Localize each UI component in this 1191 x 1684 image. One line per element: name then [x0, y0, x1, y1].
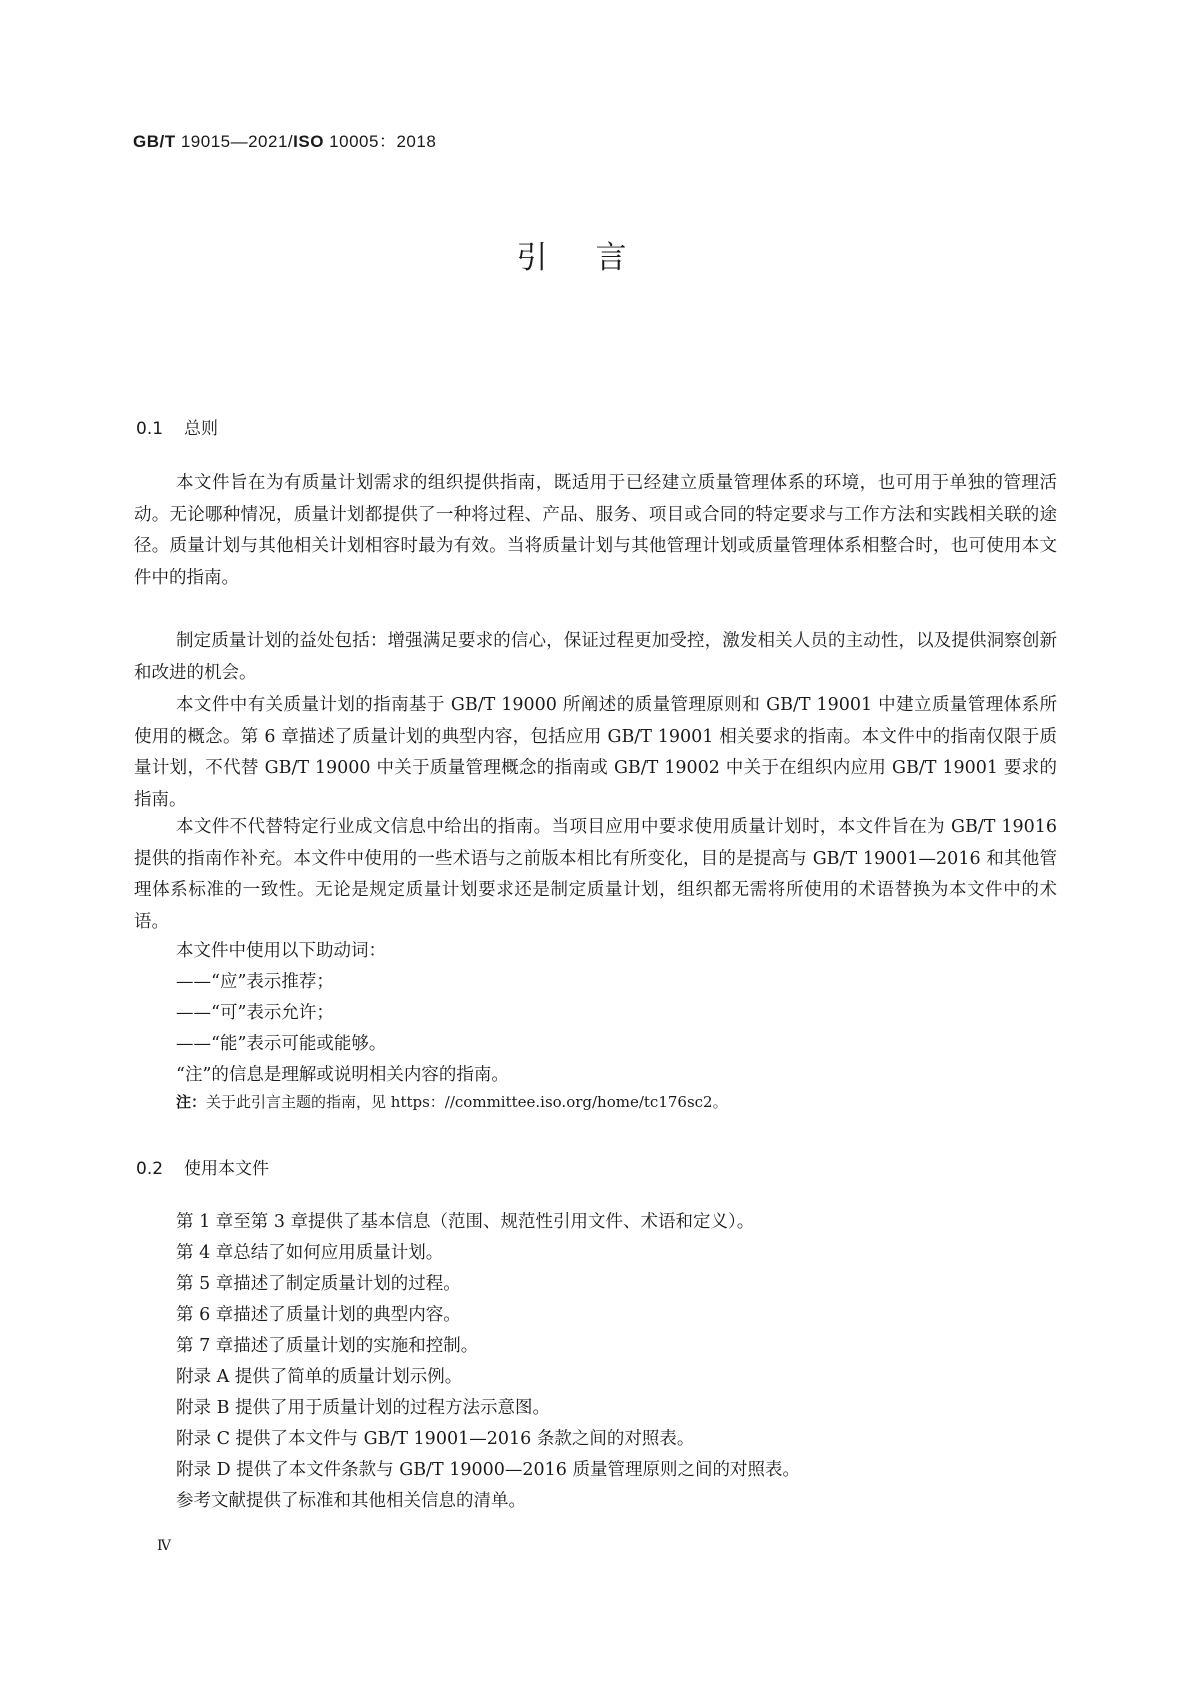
- paragraph-1: 本文件旨在为有质量计划需求的组织提供指南，既适用于已经建立质量管理体系的环境，也可用于单独的管理活动。无论哪种情况，质量计划都提供了一种将过程、产品、服务、项目或合同的特定要求与工作方法和实践相关联的途径。质量计划与其他相关计划相容时最为有效。当将质量计划与其他管理计划或质量管理体系相整合时，也可使用本文件中的指南。: [134, 473, 1057, 588]
- document-header: [133, 127, 436, 152]
- list-item: “注”的信息是理解或说明相关内容的指南。: [176, 1065, 509, 1085]
- iso-code: ISO: [293, 132, 324, 151]
- list-item: 第 1 章至第 3 章提供了基本信息（范围、规范性引用文件、术语和定义）。: [176, 1212, 755, 1232]
- iso-number: 10005：2018: [323, 132, 437, 151]
- section-heading-0-1: [136, 414, 218, 439]
- page-title: 引言: [516, 240, 675, 276]
- list-item: 本文件中使用以下助动词：: [176, 941, 386, 961]
- section-number: 0.1: [136, 419, 164, 439]
- list-item: ——“应”表示推荐；: [176, 972, 334, 992]
- section-title: 总则: [184, 419, 218, 439]
- list-item: ——“可”表示允许；: [176, 1003, 334, 1023]
- standard-number: 19015—2021/: [175, 132, 294, 151]
- note: [176, 1091, 728, 1112]
- section-heading-0-2: [136, 1154, 269, 1179]
- paragraph-3: 本文件中有关质量计划的指南基于 GB/T 19000 所阐述的质量管理原则和 GB/T 19001 中建立质量管理体系所使用的概念。第 6 章描述了质量计划的典型内容，包括应用 GB/T 19001 相关要求的指南。本文件中的指南仅限于质量计划，不代替 GB/T 19000 中关于质量管理概念的指南或 GB/T 19002 中关于在组织内应用 GB/T 19001 要求的指南。: [134, 695, 1057, 810]
- list-item: ——“能”表示可能或能够。: [176, 1034, 387, 1054]
- section-title: 使用本文件: [184, 1159, 269, 1179]
- list-item: 参考文献提供了标准和其他相关信息的清单。: [176, 1491, 526, 1511]
- page-number: Ⅳ: [157, 1538, 171, 1554]
- list-item: 附录 A 提供了简单的质量计划示例。: [176, 1367, 463, 1387]
- note-label: 注：: [176, 1093, 207, 1111]
- list-item: 附录 D 提供了本文件条款与 GB/T 19000—2016 质量管理原则之间的对照表。: [176, 1460, 800, 1480]
- list-item: 附录 B 提供了用于质量计划的过程方法示意图。: [176, 1398, 550, 1418]
- paragraph-2: 制定质量计划的益处包括：增强满足要求的信心，保证过程更加受控，激发相关人员的主动性，以及提供洞察创新和改进的机会。: [134, 631, 1057, 683]
- note-text: 关于此引言主题的指南，见 https：//committee.iso.org/home/tc176sc2。: [206, 1093, 728, 1111]
- list-item: 附录 C 提供了本文件与 GB/T 19001—2016 条款之间的对照表。: [176, 1429, 695, 1449]
- paragraph-4: 本文件不代替特定行业成文信息中给出的指南。当项目应用中要求使用质量计划时，本文件旨在为 GB/T 19016 提供的指南作补充。本文件中使用的一些术语与之前版本相比有所变化，目的是提高与 GB/T 19001—2016 和其他管理体系标准的一致性。无论是规定质量计划要求还是制定质量计划，组织都无需将所使用的术语替换为本文件中的术语。: [134, 817, 1057, 932]
- list-item: 第 4 章总结了如何应用质量计划。: [176, 1243, 444, 1263]
- list-item: 第 6 章描述了质量计划的典型内容。: [176, 1305, 461, 1325]
- list-item: 第 5 章描述了制定质量计划的过程。: [176, 1274, 461, 1294]
- section-number: 0.2: [136, 1159, 164, 1179]
- list-item: 第 7 章描述了质量计划的实施和控制。: [176, 1336, 479, 1356]
- standard-code: GB/T: [133, 132, 176, 151]
